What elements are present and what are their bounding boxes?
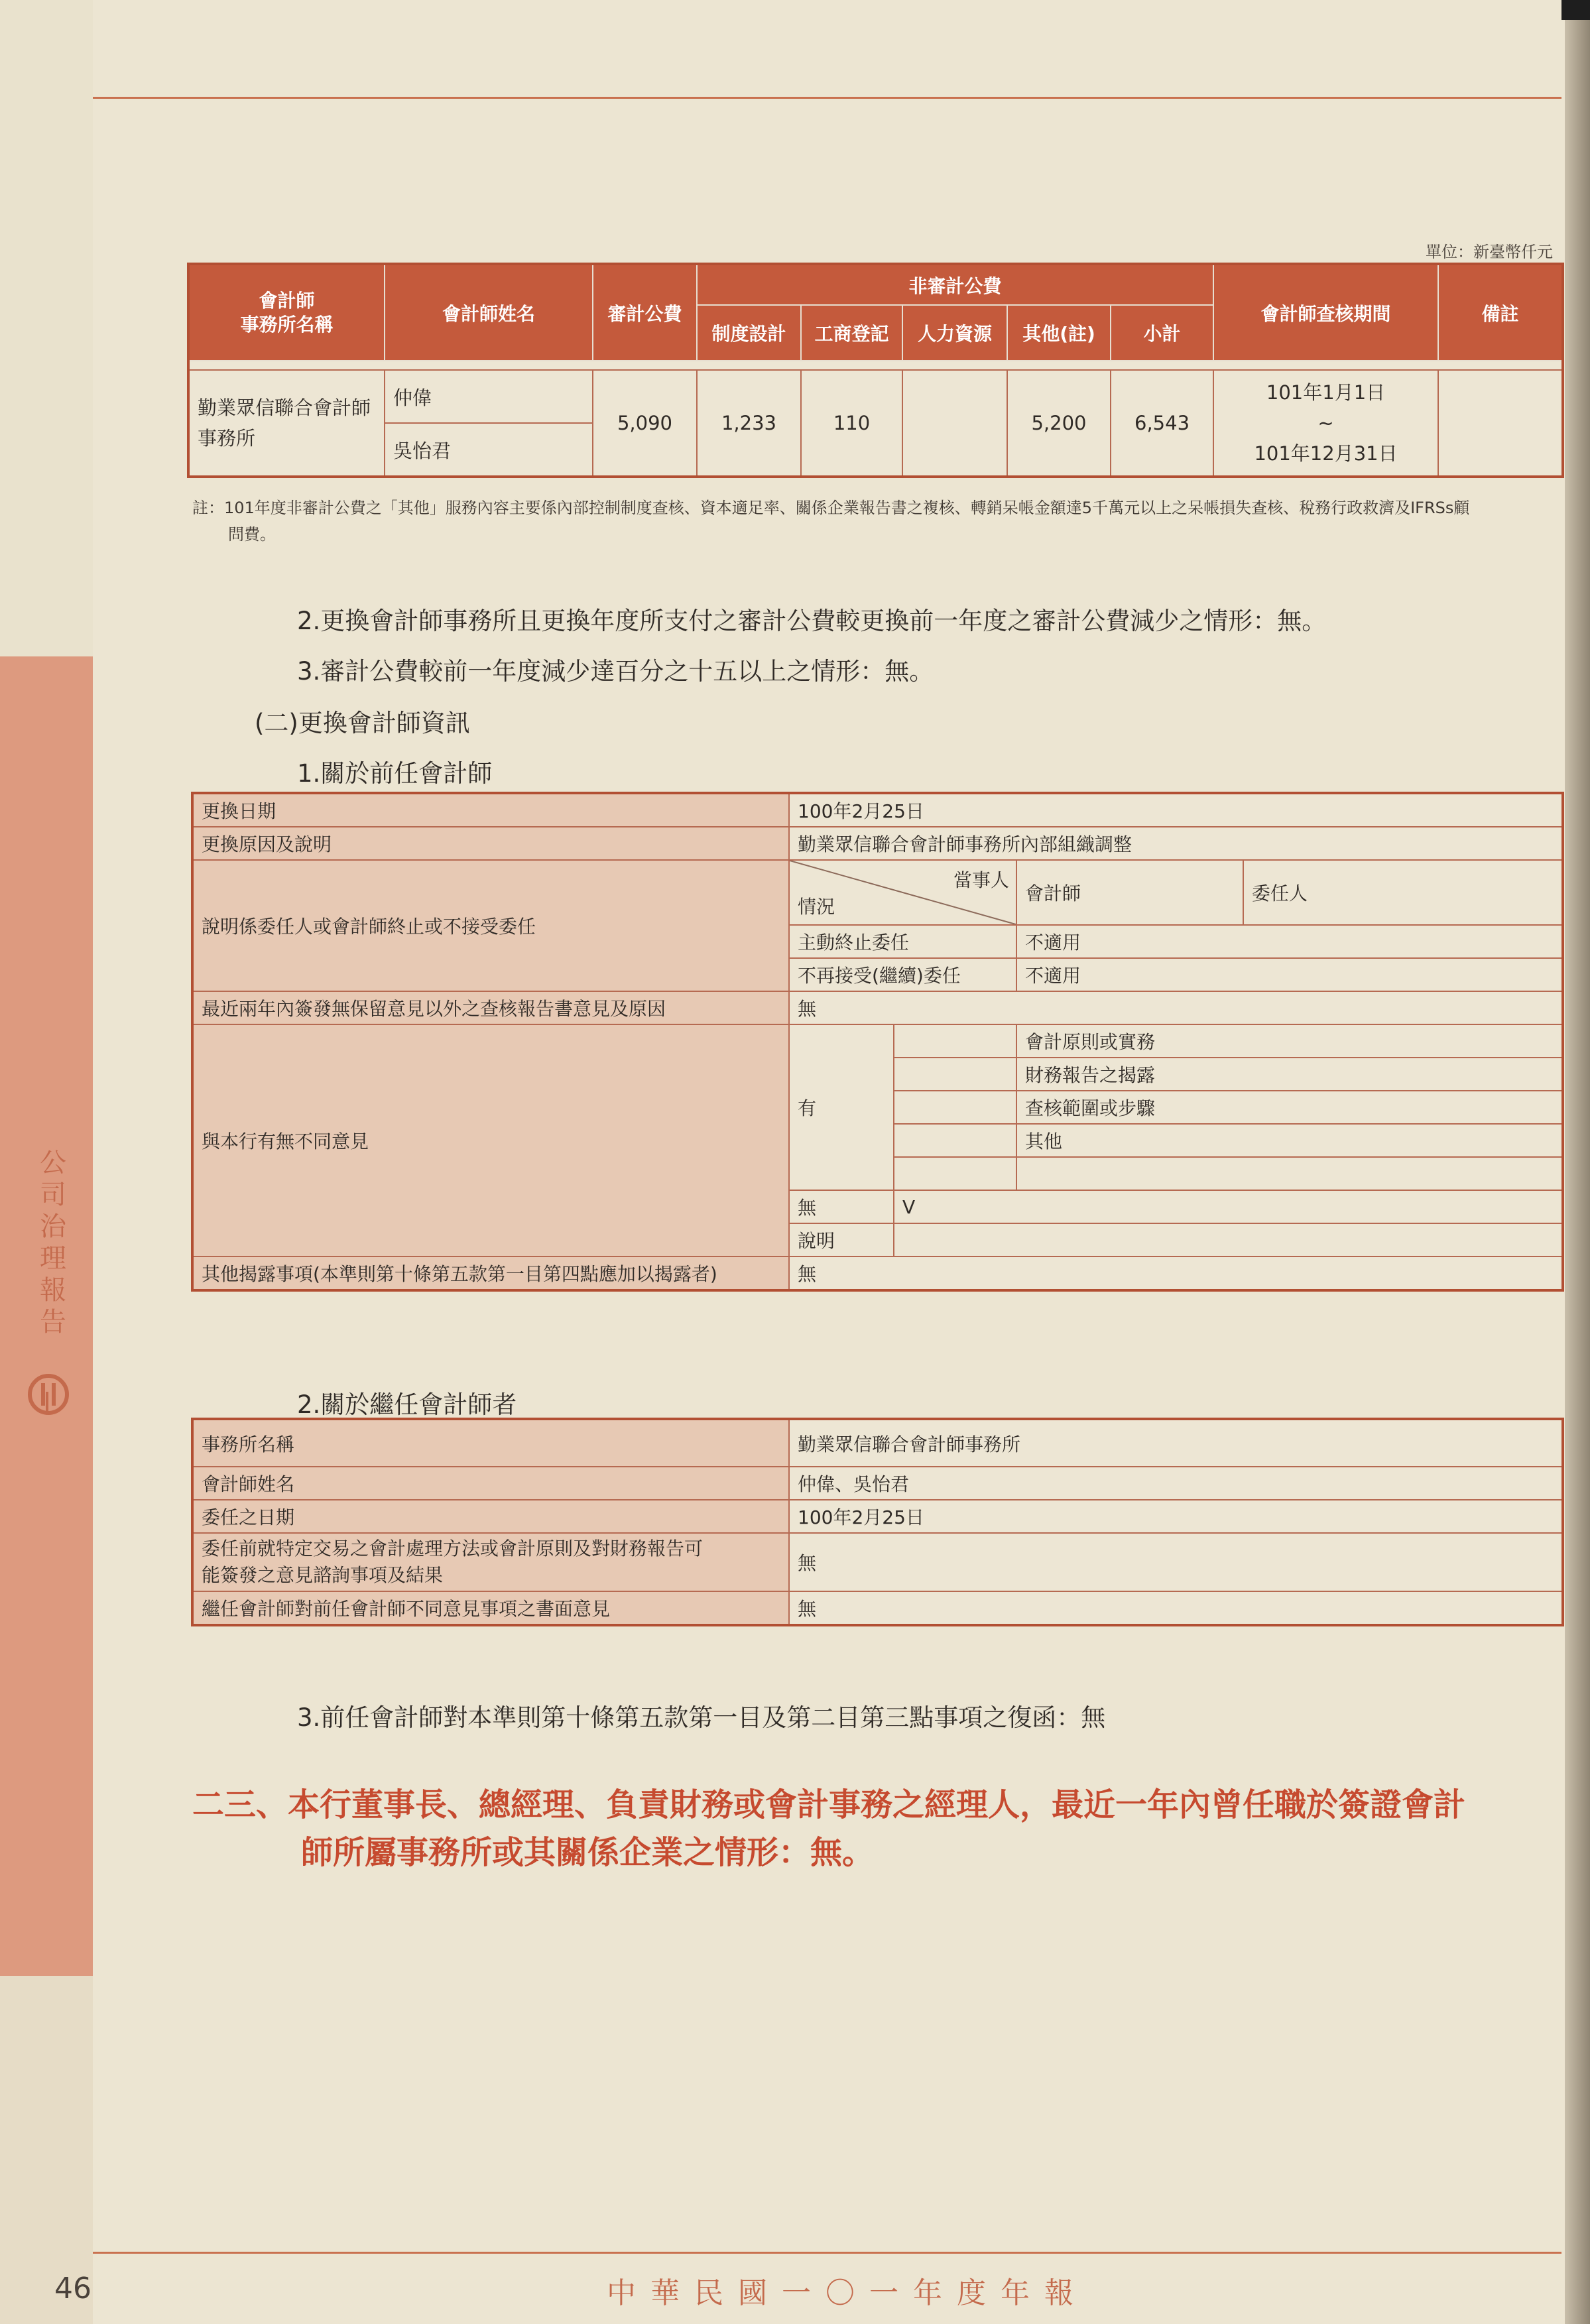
system-design-value: 1,233 <box>697 370 801 477</box>
party-label: 當事人 <box>953 869 1009 891</box>
bottom-rule <box>93 2252 1561 2254</box>
successor-names-label: 會計師姓名 <box>192 1467 789 1500</box>
footnote-line-1: 註：101年度非審計公費之「其他」服務內容主要係內部控制制度查核、資本適足率、關係企業報告書之複核、轉銷呆帳金額達5千萬元以上之呆帳損失查核、稅務行政救濟及IFRSs顧 <box>192 499 1470 517</box>
other-fee-value: 5,200 <box>1007 370 1111 477</box>
fee-footnote <box>192 495 1558 548</box>
previous-cpa-table <box>191 792 1564 1292</box>
item-blank <box>1016 1157 1563 1190</box>
top-rule <box>93 97 1561 99</box>
qualified-opinion-label: 最近兩年內簽發無保留意見以外之查核報告書意見及原因 <box>192 991 789 1024</box>
header-human-resources: 人力資源 <box>902 305 1007 361</box>
human-resources-value <box>902 370 1007 477</box>
change-date-label: 更換日期 <box>192 793 789 827</box>
paragraph-final: 3.前任會計師對本準則第十條第五款第一目及第二目第三點事項之復函：無 <box>297 1703 1106 1732</box>
situation-label: 情況 <box>798 896 835 918</box>
consultation-label-line-2: 能簽發之意見諮詢事項及結果 <box>202 1564 444 1586</box>
paragraph-3: 3.審計公費較前一年度減少達百分之十五以上之情形：無。 <box>297 657 934 686</box>
header-non-audit-fee: 非審計公費 <box>697 264 1213 305</box>
side-section-title: 公司治理報告 <box>40 1148 66 1337</box>
consultation-label-line-1: 委任前就特定交易之會計處理方法或會計原則及對財務報告可 <box>202 1538 703 1560</box>
unit-label: 單位：新臺幣仟元 <box>1426 243 1553 261</box>
item-audit-scope: 查核範圍或步驟 <box>1016 1091 1563 1124</box>
other-disclosure-label: 其他揭露事項(本準則第十條第五款第一目第四點應加以揭露者) <box>192 1256 789 1290</box>
yes-item-blank <box>894 1157 1016 1190</box>
reject-renewal-value: 不適用 <box>1016 958 1563 991</box>
change-date-value: 100年2月25日 <box>789 793 1563 827</box>
table-spacer <box>188 361 1563 370</box>
period-start: 101年1月1日 <box>1266 381 1386 404</box>
change-reason-label: 更換原因及說明 <box>192 827 789 860</box>
item-accounting-principle: 會計原則或實務 <box>1016 1024 1563 1058</box>
firm-name-cell: 勤業眾信聯合會計師事務所 <box>188 370 385 477</box>
yes-item-blank <box>894 1058 1016 1091</box>
header-subtotal: 小計 <box>1111 305 1213 361</box>
footer-title: 中華民國一〇一年度年報 <box>607 2276 1088 2310</box>
successor-names-value: 仲偉、吳怡君 <box>789 1467 1563 1500</box>
change-reason-value: 勤業眾信聯合會計師事務所內部組織調整 <box>789 827 1563 860</box>
page-number: 46 <box>54 2272 92 2305</box>
written-opinion-label: 繼任會計師對前任會計師不同意見事項之書面意見 <box>192 1591 789 1625</box>
written-opinion-value: 無 <box>789 1591 1563 1625</box>
appointment-date-label: 委任之日期 <box>192 1500 789 1533</box>
subheading-1: 1.關於前任會計師 <box>297 759 493 788</box>
disagreement-label: 與本行有無不同意見 <box>192 1024 789 1256</box>
qualified-opinion-value: 無 <box>789 991 1563 1024</box>
other-disclosure-value: 無 <box>789 1256 1563 1290</box>
header-business-registration: 工商登記 <box>801 305 902 361</box>
header-other: 其他(註) <box>1007 305 1111 361</box>
no-checkmark: V <box>894 1190 1563 1223</box>
reject-renewal-label: 不再接受(繼續)委任 <box>789 958 1016 991</box>
company-logo-icon <box>28 1374 69 1415</box>
left-margin <box>0 0 93 656</box>
heading-line-1: 二三、本行董事長、總經理、負責財務或會計事務之經理人，最近一年內曾任職於簽證會計 <box>192 1786 1466 1823</box>
paragraph-2: 2.更換會計師事務所且更換年度所支付之審計公費較更換前一年度之審計公費減少之情形：無。 <box>297 607 1327 635</box>
explanation-value <box>894 1223 1563 1256</box>
header-system-design: 制度設計 <box>697 305 801 361</box>
successor-cpa-table <box>191 1418 1564 1626</box>
section-23-heading <box>192 1781 1565 1876</box>
yes-item-blank <box>894 1091 1016 1124</box>
heading-line-2: 師所屬事務所或其關係企業之情形：無。 <box>301 1834 875 1871</box>
item-other: 其他 <box>1016 1124 1563 1157</box>
consultation-value: 無 <box>789 1533 1563 1591</box>
period-tilde: ~ <box>1317 412 1334 434</box>
termination-label: 說明係委任人或會計師終止或不接受委任 <box>192 860 789 991</box>
binding-shadow <box>1561 0 1590 20</box>
yes-item-blank <box>894 1124 1016 1157</box>
active-termination-label: 主動終止委任 <box>789 925 1016 958</box>
section-heading-2: (二)更換會計師資訊 <box>255 709 470 737</box>
yes-item-blank <box>894 1024 1016 1058</box>
footnote-line-2: 問費。 <box>228 525 276 544</box>
party-situation-cell <box>789 860 1016 925</box>
explanation-label: 說明 <box>789 1223 894 1256</box>
active-termination-value: 不適用 <box>1016 925 1563 958</box>
audit-period-cell <box>1213 370 1438 477</box>
appointment-date-value: 100年2月25日 <box>789 1500 1563 1533</box>
audit-fee-table <box>187 263 1564 478</box>
subtotal-value: 6,543 <box>1111 370 1213 477</box>
page-binding <box>1565 0 1590 2324</box>
header-cpa-name: 會計師姓名 <box>385 264 593 361</box>
successor-firm-value: 勤業眾信聯合會計師事務所 <box>789 1419 1563 1467</box>
audit-fee-value: 5,090 <box>593 370 697 477</box>
successor-firm-label: 事務所名稱 <box>192 1419 789 1467</box>
client-column-label: 委任人 <box>1243 860 1563 925</box>
period-end: 101年12月31日 <box>1254 442 1398 465</box>
no-label: 無 <box>789 1190 894 1223</box>
header-remark: 備註 <box>1438 264 1563 361</box>
item-disclosure: 財務報告之揭露 <box>1016 1058 1563 1091</box>
business-registration-value: 110 <box>801 370 902 477</box>
subheading-2: 2.關於繼任會計師者 <box>297 1390 517 1419</box>
cpa-column-label: 會計師 <box>1016 860 1243 925</box>
header-firm: 會計師 事務所名稱 <box>188 264 385 361</box>
header-audit-fee: 審計公費 <box>593 264 697 361</box>
consultation-label <box>192 1533 789 1591</box>
cpa-name-2: 吳怡君 <box>385 423 593 477</box>
yes-label: 有 <box>789 1024 894 1190</box>
cpa-name-1: 仲偉 <box>385 370 593 423</box>
header-audit-period: 會計師查核期間 <box>1213 264 1438 361</box>
remark-value <box>1438 370 1563 477</box>
